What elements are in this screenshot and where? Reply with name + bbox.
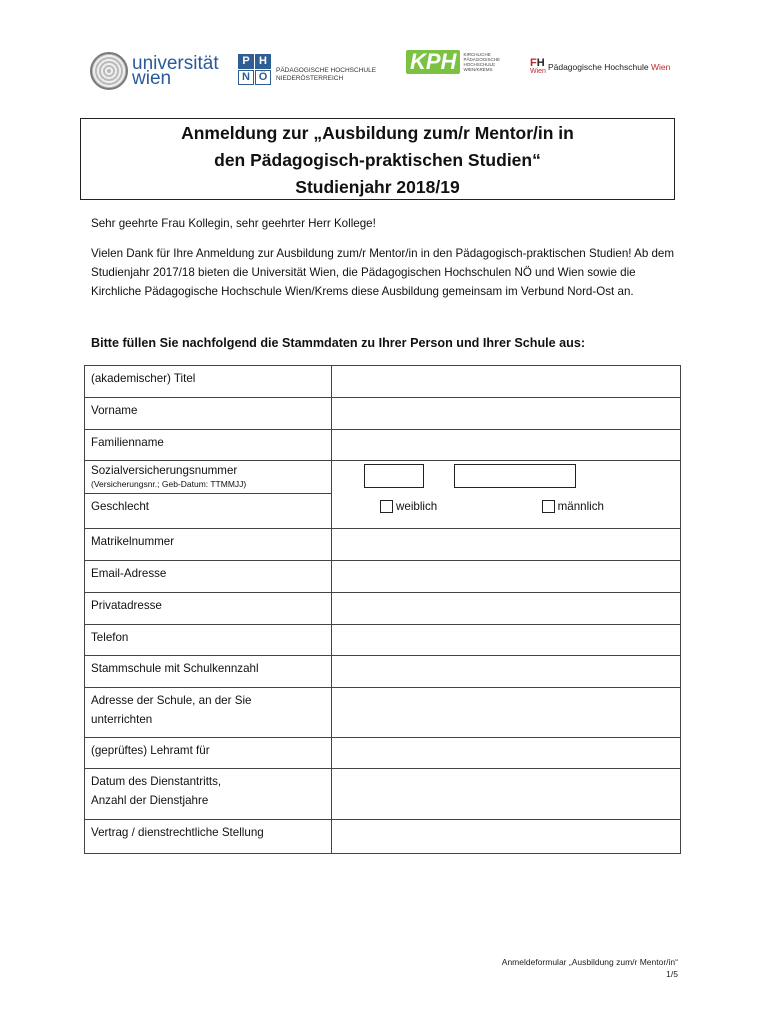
label-maennlich: männlich	[557, 499, 604, 513]
svnr-input-birthdate[interactable]	[454, 464, 576, 488]
ph-noe-cell-h: H	[255, 54, 271, 69]
univie-name: universität	[132, 53, 219, 74]
row-email	[85, 561, 681, 593]
input-dienstantritt[interactable]	[332, 769, 681, 820]
label-familienname: Familienname	[85, 430, 332, 461]
ph-noe-name: PÄDAGOGISCHE HOCHSCHULE	[276, 66, 377, 74]
label-telefon: Telefon	[85, 625, 332, 656]
ph-wien-mark	[530, 58, 546, 75]
ph-noe-cell-oe: Ö	[255, 70, 271, 85]
label-email: Email-Adresse	[85, 561, 332, 593]
input-vertrag[interactable]	[332, 820, 681, 854]
svnr-input-number[interactable]	[364, 464, 424, 488]
row-familienname	[85, 430, 681, 461]
title-line-1: Anmeldung zur „Ausbildung zum/r Mentor/in in	[181, 123, 574, 143]
option-weiblich[interactable]	[380, 497, 437, 516]
label-dienstantritt-line-2: Anzahl der Dienstjahre	[91, 794, 209, 807]
label-vertrag: Vertrag / dienstrechtliche Stellung	[85, 820, 332, 854]
row-geschlecht	[85, 494, 681, 529]
ph-wien-name: Pädagogische Hochschule	[547, 61, 649, 72]
label-svnr-main: Sozialversicherungsnummer	[91, 464, 238, 477]
input-privatadresse[interactable]	[332, 593, 681, 625]
ph-noe-region: NIEDERÖSTERREICH	[276, 74, 344, 82]
row-vertrag	[85, 820, 681, 854]
label-dienstantritt-line-1: Datum des Dienstantritts,	[91, 775, 222, 788]
intro-paragraph: Vielen Dank für Ihre Anmeldung zur Ausbildung zum/r Mentor/in in den Pädagogisch-praktischen Studien! Ab dem Studienjahr 2017/18 bieten die Universität Wien, die Pädagogischen Hochschulen NÖ und Wien sowie die Kirchliche Pädagogische Hochschule Wien/Krems diese Ausbildung gemeinsam im Verbund Nord-Ost an.	[91, 247, 675, 298]
registration-form	[84, 365, 681, 854]
page-number: 1/5	[666, 969, 678, 979]
ph-wien-mark-city: Wien	[530, 68, 546, 75]
checkbox-maennlich-icon[interactable]	[542, 500, 555, 513]
input-adresse-schule[interactable]	[332, 688, 681, 738]
greeting: Sehr geehrte Frau Kollegin, sehr geehrter Herr Kollege!	[91, 217, 376, 230]
checkbox-weiblich-icon[interactable]	[380, 500, 393, 513]
ph-noe-cell-p: P	[238, 54, 254, 69]
row-matrikel	[85, 529, 681, 561]
input-email[interactable]	[332, 561, 681, 593]
label-weiblich: weiblich	[396, 499, 438, 513]
label-privatadresse: Privatadresse	[85, 593, 332, 625]
input-titel[interactable]	[332, 366, 681, 398]
label-lehramt: (geprüftes) Lehramt für	[85, 738, 332, 769]
ph-wien-mark-h: H	[536, 57, 545, 69]
input-telefon[interactable]	[332, 625, 681, 656]
footer-form-name: Anmeldeformular „Ausbildung zum/r Mentor/in“	[501, 957, 678, 967]
univie-city: wien	[132, 68, 172, 89]
ph-noe-logo	[238, 54, 376, 85]
logo-bar	[90, 48, 690, 92]
label-geschlecht: Geschlecht	[85, 494, 332, 529]
label-adresse-schule-line-1: Adresse der Schule, an der Sie	[91, 694, 252, 707]
kph-name: KIRCHLICHE PÄDAGOGISCHE HOCHSCHULE WIEN/KREMS	[463, 52, 500, 72]
ph-wien-city: Wien	[650, 61, 671, 72]
kph-logo	[406, 49, 500, 74]
kph-mark: KPH	[406, 50, 460, 74]
row-titel	[85, 366, 681, 398]
ph-noe-cell-n: N	[238, 70, 254, 85]
univie-logo	[90, 52, 219, 90]
document-title	[80, 118, 675, 200]
ph-wien-mark-f: F	[530, 57, 537, 69]
row-telefon	[85, 625, 681, 656]
label-titel: (akademischer) Titel	[85, 366, 332, 398]
label-dienstantritt	[85, 769, 332, 820]
label-svnr	[85, 461, 332, 494]
input-matrikel[interactable]	[332, 529, 681, 561]
page-footer	[502, 956, 678, 980]
row-svnr	[85, 461, 681, 494]
label-adresse-schule-line-2: unterrichten	[91, 713, 153, 726]
ph-wien-logo	[530, 58, 670, 75]
svnr-cell	[332, 461, 681, 494]
title-line-3: Studienjahr 2018/19	[295, 177, 460, 197]
input-lehramt[interactable]	[332, 738, 681, 769]
label-stammschule: Stammschule mit Schulkennzahl	[85, 656, 332, 688]
row-stammschule	[85, 656, 681, 688]
form-instruction: Bitte füllen Sie nachfolgend die Stammdaten zu Ihrer Person und Ihrer Schule aus:	[91, 336, 586, 350]
row-lehramt	[85, 738, 681, 769]
label-vorname: Vorname	[85, 398, 332, 430]
input-stammschule[interactable]	[332, 656, 681, 688]
row-vorname	[85, 398, 681, 430]
label-matrikel: Matrikelnummer	[85, 529, 332, 561]
gender-cell	[332, 494, 681, 529]
input-vorname[interactable]	[332, 398, 681, 430]
row-dienstantritt	[85, 769, 681, 820]
option-maennlich[interactable]	[542, 497, 604, 516]
row-adresse-schule	[85, 688, 681, 738]
label-svnr-hint: (Versicherungsnr.; Geb-Datum: TTMMJJ)	[91, 479, 247, 489]
univie-seal-icon	[90, 52, 128, 90]
title-line-2: den Pädagogisch-praktischen Studien“	[214, 150, 541, 170]
label-adresse-schule	[85, 688, 332, 738]
input-familienname[interactable]	[332, 430, 681, 461]
row-privatadresse	[85, 593, 681, 625]
